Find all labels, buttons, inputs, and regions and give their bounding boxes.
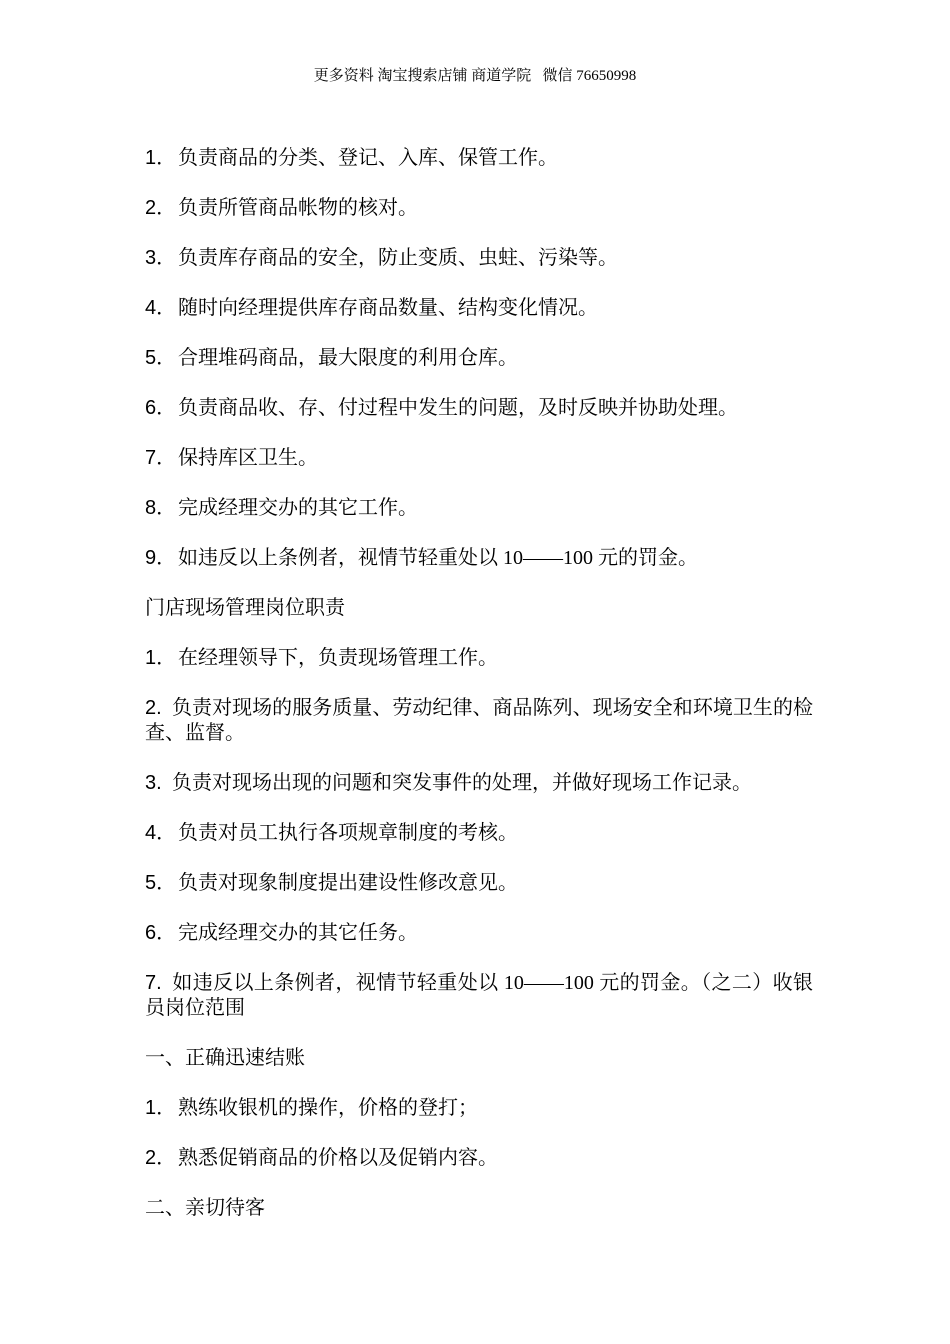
item-number: 5． xyxy=(145,347,177,369)
item-number: 6． xyxy=(145,397,177,419)
paragraph-text: 负责库存商品的安全，防止变质、虫蛀、污染等。 xyxy=(178,247,618,269)
item-number: 7. xyxy=(145,972,162,994)
paragraph-text: 负责对现场出现的问题和突发事件的处理，并做好现场工作记录。 xyxy=(172,772,752,794)
paragraph xyxy=(145,921,813,946)
heading-text: 二、亲切待客 xyxy=(145,1197,265,1219)
paragraph xyxy=(145,771,813,796)
page-header: 更多资料 淘宝搜索店铺 商道学院 微信 76650998 xyxy=(313,68,637,84)
heading-text: 一、正确迅速结账 xyxy=(145,1047,305,1069)
paragraph-text: 负责商品的分类、登记、入库、保管工作。 xyxy=(178,147,558,169)
paragraph-text: 负责对现象制度提出建设性修改意见。 xyxy=(178,872,518,894)
paragraph xyxy=(145,546,813,571)
item-number: 9． xyxy=(145,547,177,569)
paragraph xyxy=(145,496,813,521)
paragraph-text: 熟悉促销商品的价格以及促销内容。 xyxy=(178,1147,498,1169)
paragraph-text: 如违反以上条例者，视情节轻重处以 10——100 元的罚金。 xyxy=(178,547,698,569)
item-number: 4． xyxy=(145,297,177,319)
paragraph xyxy=(145,446,813,471)
item-number: 1． xyxy=(145,647,177,669)
paragraph-text: 熟练收银机的操作，价格的登打； xyxy=(178,1097,478,1119)
paragraph xyxy=(145,821,813,846)
paragraph-text: 负责商品收、存、付过程中发生的问题，及时反映并协助处理。 xyxy=(178,397,738,419)
paragraph xyxy=(145,1146,813,1171)
paragraph-text: 负责对现场的服务质量、劳动纪律、商品陈列、现场安全和环境卫生的检查、监督。 xyxy=(145,697,813,744)
paragraph-text: 随时向经理提供库存商品数量、结构变化情况。 xyxy=(178,297,598,319)
section-heading xyxy=(145,1196,813,1221)
item-number: 7． xyxy=(145,447,177,469)
paragraph-text: 保持库区卫生。 xyxy=(178,447,318,469)
paragraph-text: 如违反以上条例者，视情节轻重处以 10——100 元的罚金。（之二）收银员岗位范围 xyxy=(145,972,813,1019)
item-number: 1． xyxy=(145,1097,177,1119)
paragraph xyxy=(145,1096,813,1121)
paragraph-text: 完成经理交办的其它工作。 xyxy=(178,497,418,519)
paragraph-text: 合理堆码商品，最大限度的利用仓库。 xyxy=(178,347,518,369)
paragraph xyxy=(145,646,813,671)
paragraph xyxy=(145,196,813,221)
paragraph xyxy=(145,346,813,371)
item-number: 1． xyxy=(145,147,177,169)
item-number: 3． xyxy=(145,247,177,269)
item-number: 4． xyxy=(145,822,177,844)
paragraph xyxy=(145,146,813,171)
paragraph-text: 完成经理交办的其它任务。 xyxy=(178,922,418,944)
paragraph xyxy=(145,396,813,421)
section-heading xyxy=(145,596,813,621)
paragraph xyxy=(145,296,813,321)
paragraph-text: 在经理领导下，负责现场管理工作。 xyxy=(178,647,498,669)
item-number: 2. xyxy=(145,697,162,719)
document-body xyxy=(145,146,813,1246)
paragraph-text: 负责所管商品帐物的核对。 xyxy=(178,197,418,219)
item-number: 3. xyxy=(145,772,162,794)
paragraph xyxy=(145,246,813,271)
item-number: 2． xyxy=(145,197,177,219)
item-number: 2． xyxy=(145,1147,177,1169)
item-number: 6． xyxy=(145,922,177,944)
item-number: 5． xyxy=(145,872,177,894)
paragraph xyxy=(145,971,813,1021)
section-heading xyxy=(145,1046,813,1071)
item-number: 8． xyxy=(145,497,177,519)
paragraph-text: 负责对员工执行各项规章制度的考核。 xyxy=(178,822,518,844)
heading-text: 门店现场管理岗位职责 xyxy=(145,597,345,619)
paragraph xyxy=(145,696,813,746)
paragraph xyxy=(145,871,813,896)
